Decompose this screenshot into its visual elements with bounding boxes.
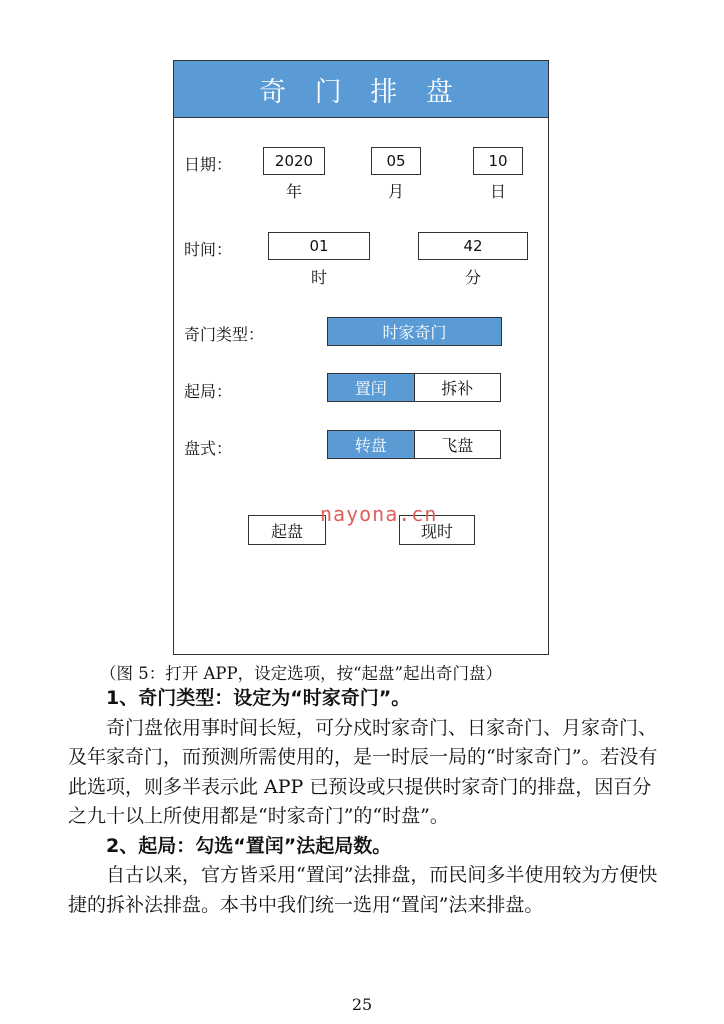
day-unit: 日 <box>489 182 506 201</box>
body-text <box>68 684 658 920</box>
start-toggle[interactable] <box>327 373 501 402</box>
style-toggle[interactable] <box>327 430 501 459</box>
style-option-zhuanpan[interactable]: 转盘 <box>328 431 414 458</box>
month-input[interactable]: 05 <box>371 147 421 175</box>
day-input[interactable]: 10 <box>473 147 523 175</box>
watermark: nayona.cn <box>320 502 438 526</box>
section2-body: 自古以来，官方皆采用“置闰”法排盘，而民间多半使用较为方便快捷的拆补法排盘。本书中我们统一选用“置闰”法来排盘。 <box>68 864 658 916</box>
now-button[interactable]: 现时 <box>399 515 475 545</box>
minute-unit: 分 <box>464 268 481 287</box>
date-label: 日期： <box>184 155 233 174</box>
style-option-feipan[interactable]: 飞盘 <box>414 431 501 458</box>
hour-input[interactable]: 01 <box>268 232 370 260</box>
year-unit: 年 <box>285 182 302 201</box>
time-label: 时间： <box>184 240 233 259</box>
start-option-zhirun[interactable]: 置闰 <box>328 374 414 401</box>
year-input[interactable]: 2020 <box>263 147 325 175</box>
start-label: 起局： <box>184 382 233 401</box>
section1-body: 奇门盘依用事时间长短，可分戍时家奇门、日家奇门、月家奇门、及年家奇门，而预测所需使用的，是一时辰一局的“时家奇门”。若没有此选项，则多半表示此 APP 已预设或只提供时家奇门的排盘，因百分之九十以上所使用都是“时家奇门”的“时盘”。 <box>68 716 658 827</box>
type-option-shijia[interactable]: 时家奇门 <box>328 318 501 345</box>
figure-caption: （图 5：打开 APP，设定选项，按“起盘”起出奇门盘） <box>100 664 502 683</box>
start-option-chaibu[interactable]: 拆补 <box>414 374 501 401</box>
app-mockup <box>173 60 549 655</box>
section1-heading: 1、奇门类型：设定为“时家奇门”。 <box>106 687 411 709</box>
hour-unit: 时 <box>310 268 327 287</box>
type-label: 奇门类型： <box>184 325 265 344</box>
app-title: 奇 门 排 盘 <box>174 61 548 118</box>
minute-input[interactable]: 42 <box>418 232 528 260</box>
type-select[interactable] <box>327 317 502 346</box>
section2-heading: 2、起局：勾选“置闰”法起局数。 <box>106 834 392 857</box>
page-number: 25 <box>351 995 373 1014</box>
style-label: 盘式： <box>184 439 233 458</box>
start-chart-button[interactable]: 起盘 <box>248 515 326 545</box>
month-unit: 月 <box>387 182 404 201</box>
